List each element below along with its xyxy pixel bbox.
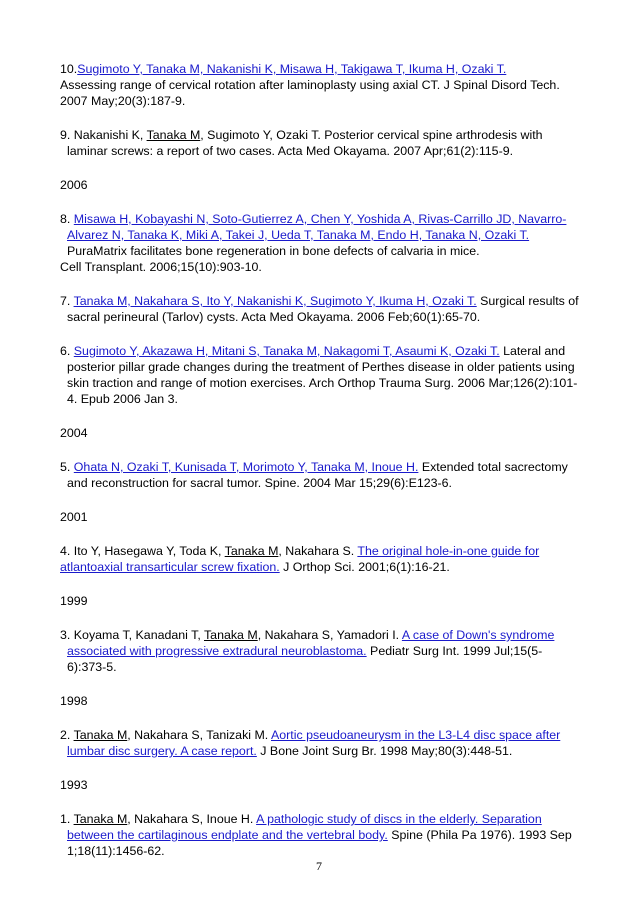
reference-citation: , Sugimoto Y, Ozaki T. Posterior cervical spine arthrodesis with laminar screws: a report of two cases. Acta Med Okayama. 2007 Apr;61(2):115-9. [67, 128, 543, 158]
reference-citation: Pediatr Surg Int. 1999 Jul;15(5-6):373-5. [67, 644, 543, 674]
reference-authors: Koyama T, Kanadani T, [70, 628, 204, 642]
reference-citation: Lateral and posterior pillar grade changes during the treatment of Perthes disease in older patients using skin traction and range of motion exercises. Arch Orthop Trauma Surg. 2006 Mar;126(2):101-4. Epub 2006 Jan 3. [67, 344, 578, 406]
reference-number: 4. [60, 544, 71, 558]
reference-item-6 [60, 343, 580, 407]
reference-number: 9. [60, 128, 71, 142]
reference-coauthors: , Nakahara S, Tanizaki M. [127, 728, 271, 742]
reference-citation: Cell Transplant. 2006;15(10):903-10. [60, 260, 262, 274]
reference-coauthors: , Nakahara S, Inoue H. [127, 812, 257, 826]
reference-item-1 [52, 811, 580, 859]
year-heading-1999: 1999 [60, 594, 88, 608]
reference-coauthors: , Nakahara S. [278, 544, 358, 558]
reference-authors-link[interactable]: Tanaka M, Nakahara S, Ito Y, Nakanishi K, Sugimoto Y, Ikuma H, Ozaki T. [73, 294, 477, 308]
year-heading-2006: 2006 [60, 178, 88, 192]
reference-citation: PuraMatrix facilitates bone regeneration in bone defects of calvaria in mice. [67, 244, 480, 258]
page-number: 7 [316, 859, 322, 873]
reference-item-5 [60, 459, 580, 491]
reference-item-9 [60, 127, 580, 159]
reference-item-8 [60, 211, 580, 259]
reference-authors-link[interactable]: Sugimoto Y, Akazawa H, Mitani S, Tanaka M, Nakagomi T, Asaumi K, Ozaki T. [73, 344, 500, 358]
reference-item-4 [60, 543, 580, 575]
highlighted-author: Tanaka M [73, 812, 128, 826]
reference-item-3 [60, 627, 580, 675]
reference-citation: Assessing range of cervical rotation after laminoplasty using axial CT. J Spinal Disord Tech. 2007 May;20(3):187-9. [60, 78, 560, 108]
reference-title-link[interactable]: The original hole-in-one guide for atlantoaxial transarticular screw fixation. [60, 544, 540, 574]
reference-number: 7. [60, 294, 71, 308]
reference-authors-link[interactable]: Misawa H, Kobayashi N, Soto-Gutierrez A, Chen Y, Yoshida A, Rivas-Carrillo JD, Navarro-Alvarez N, Tanaka K, Miki A, Takei J, Ueda T, Tanaka M, Endo H, Tanaka N, Ozaki T. [67, 212, 567, 242]
reference-authors-link[interactable]: Sugimoto Y, Tanaka M, Nakanishi K, Misawa H, Takigawa T, Ikuma H, Ozaki T. [77, 62, 507, 76]
highlighted-author: Tanaka M [203, 628, 258, 642]
highlighted-author: Tanaka M [146, 128, 201, 142]
reference-number: 5. [60, 460, 71, 474]
reference-number: 6. [60, 344, 71, 358]
reference-number: 2. [60, 728, 71, 742]
reference-item-10 [60, 61, 560, 109]
reference-number: 10. [60, 62, 78, 76]
year-heading-2004: 2004 [60, 426, 88, 440]
year-heading-1998: 1998 [60, 694, 88, 708]
year-heading-2001: 2001 [60, 510, 88, 524]
reference-citation: Spine (Phila Pa 1976). 1993 Sep 1;18(11):1456-62. [67, 828, 572, 858]
reference-citation: J Orthop Sci. 2001;6(1):16-21. [279, 560, 450, 574]
reference-coauthors: , Nakahara S, Yamadori I. [257, 628, 402, 642]
reference-number: 3. [60, 628, 71, 642]
highlighted-author: Tanaka M [224, 544, 279, 558]
reference-title-link[interactable]: A case of Down's syndrome associated with progressive extradural neuroblastoma. [67, 628, 555, 658]
reference-authors-link[interactable]: Ohata N, Ozaki T, Kunisada T, Morimoto Y, Tanaka M, Inoue H. [73, 460, 419, 474]
reference-citation: Extended total sacrectomy and reconstruction for sacral tumor. Spine. 2004 Mar 15;29(6):E123-6. [67, 460, 568, 490]
reference-authors: Ito Y, Hasegawa Y, Toda K, [70, 544, 225, 558]
reference-number: 1. [60, 812, 71, 826]
reference-citation: Surgical results of sacral perineural (Tarlov) cysts. Acta Med Okayama. 2006 Feb;60(1):65-70. [67, 294, 579, 324]
reference-item-7 [60, 293, 580, 325]
year-heading-1993: 1993 [60, 778, 88, 792]
reference-item-2 [60, 727, 580, 759]
reference-citation: J Bone Joint Surg Br. 1998 May;80(3):448-51. [256, 744, 513, 758]
highlighted-author: Tanaka M [73, 728, 128, 742]
reference-authors: Nakanishi K, [70, 128, 147, 142]
reference-title-link[interactable]: A pathologic study of discs in the elderly. Separation between the cartilaginous endplate and the vertebral body. [67, 812, 542, 842]
reference-number: 8. [60, 212, 71, 226]
reference-list [60, 61, 580, 859]
reference-item-8-continued [60, 259, 580, 275]
reference-title-link[interactable]: Aortic pseudoaneurysm in the L3-L4 disc space after lumbar disc surgery. A case report. [67, 728, 561, 758]
